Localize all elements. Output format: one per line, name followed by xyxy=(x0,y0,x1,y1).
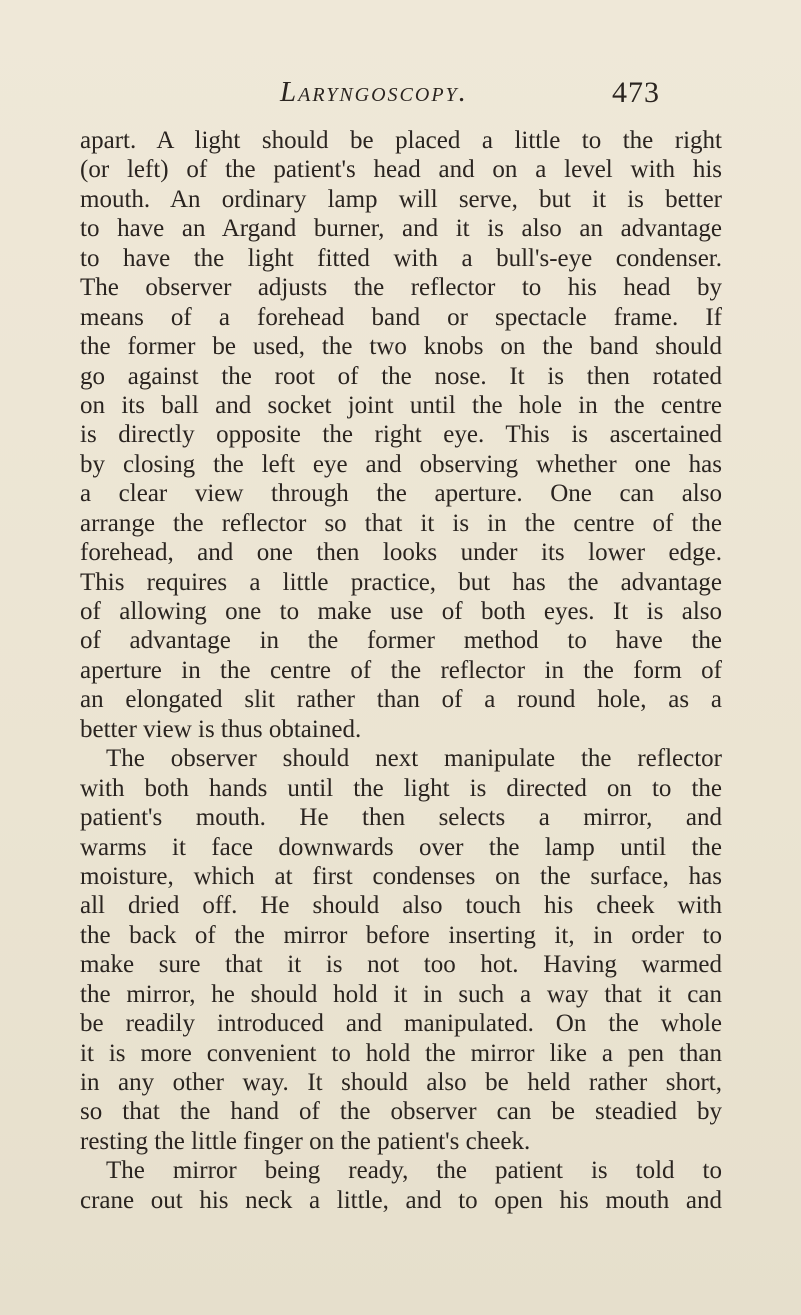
text-line: in any other way. It should also be held rather short, xyxy=(80,1069,722,1096)
text-line: forehead, and one then looks under its lower edge. xyxy=(80,539,722,567)
running-head xyxy=(0,76,801,116)
running-title: Laryngoscopy. xyxy=(280,76,468,108)
text-line: a clear view through the aperture. One can also xyxy=(80,480,722,508)
text-line: patient's mouth. He then selects a mirror, and xyxy=(80,804,722,832)
text-line: moisture, which at first condenses on the surface, has xyxy=(80,862,722,890)
text-line: apart. A light should be placed a little to the right xyxy=(80,127,722,154)
text-line: better view is thus obtained. xyxy=(80,715,362,743)
text-line: be readily introduced and manipulated. On the whole xyxy=(80,1010,722,1038)
text-line: with both hands until the light is directed on to the xyxy=(80,774,722,802)
page-number: 473 xyxy=(612,76,660,109)
body-text xyxy=(80,126,722,1215)
text-line: The mirror being ready, the patient is told to xyxy=(106,1157,722,1185)
text-line: resting the little finger on the patient's cheek. xyxy=(80,1127,531,1155)
text-line: by closing the left eye and observing whether one has xyxy=(80,450,722,478)
text-line: of allowing one to make use of both eyes. It is also xyxy=(80,598,722,625)
text-line: the mirror, he should hold it in such a way that it can xyxy=(80,980,722,1008)
text-line: is directly opposite the right eye. This is ascertained xyxy=(80,421,722,449)
text-line: crane out his neck a little, and to open his mouth and xyxy=(80,1186,722,1214)
text-line: all dried off. He should also touch his cheek with xyxy=(80,892,722,920)
text-line: so that the hand of the observer can be steadied by xyxy=(80,1098,722,1126)
text-line: to have the light fitted with a bull's-eye condenser. xyxy=(80,244,722,272)
text-line: an elongated slit rather than of a round hole, as a xyxy=(80,686,722,714)
text-line: arrange the reflector so that it is in the centre of the xyxy=(80,509,722,537)
text-line: the back of the mirror before inserting it, in order to xyxy=(80,921,722,949)
text-line: This requires a little practice, but has the advantage xyxy=(80,568,722,596)
text-line: aperture in the centre of the reflector in the form of xyxy=(80,656,722,684)
text-line: on its ball and socket joint until the hole in the centre xyxy=(80,391,722,419)
text-line: of advantage in the former method to have the xyxy=(80,627,722,655)
text-line: means of a forehead band or spectacle frame. If xyxy=(80,303,722,331)
text-line: go against the root of the nose. It is then rotated xyxy=(80,362,722,390)
text-line: The observer should next manipulate the reflector xyxy=(106,745,722,773)
text-line: make sure that it is not too hot. Having warmed xyxy=(80,951,722,979)
text-line: The observer adjusts the reflector to his head by xyxy=(80,274,722,302)
text-line: the former be used, the two knobs on the band should xyxy=(80,333,722,361)
text-line: to have an Argand burner, and it is also an advantage xyxy=(80,215,722,243)
text-line: mouth. An ordinary lamp will serve, but it is better xyxy=(80,185,722,213)
text-line: warms it face downwards over the lamp until the xyxy=(80,833,722,861)
text-line: it is more convenient to hold the mirror like a pen than xyxy=(80,1039,722,1067)
text-line: (or left) of the patient's head and on a level with his xyxy=(80,156,722,184)
